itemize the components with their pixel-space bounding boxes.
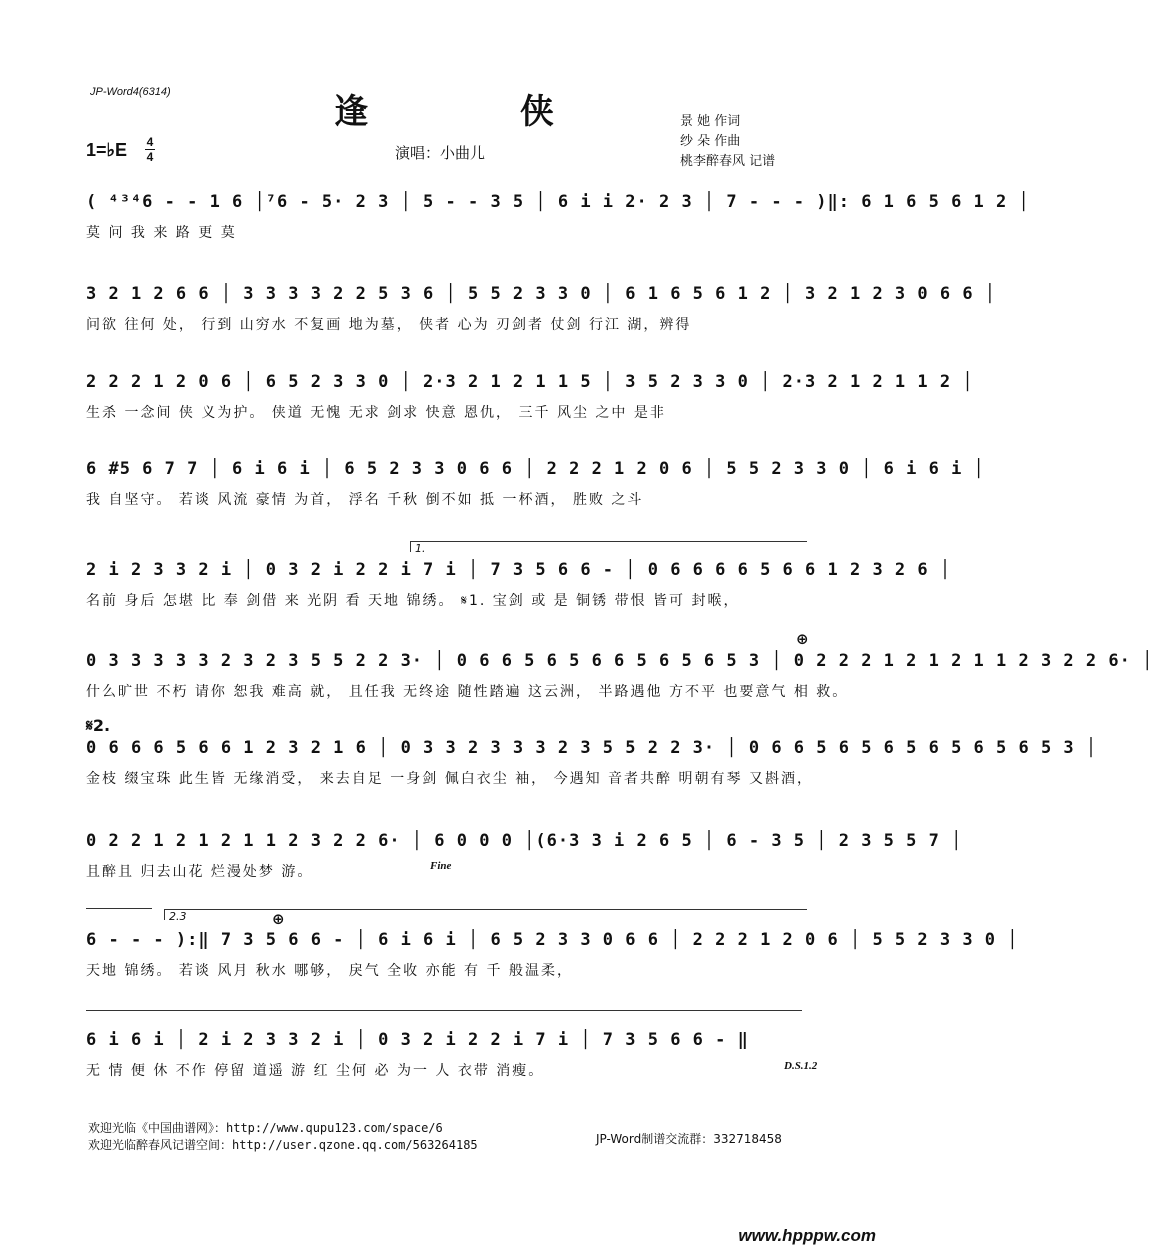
- footer-link-qzone[interactable]: 欢迎光临醉春风记谱空间：http://user.qzone.qq.com/563264185: [88, 1138, 478, 1152]
- meter-bottom: 4: [146, 150, 154, 164]
- lyricist-credit: 景 她 作词: [680, 114, 741, 129]
- lyric-line: 什么旷世 不朽 请你 恕我 难高 就， 且任我 无终途 随性踏遍 这云洲， 半路遇他 方不平 也要意气 相 救。: [86, 684, 849, 700]
- staff-rule: [86, 908, 152, 909]
- lyric-line: 生杀 一念间 侠 义为护。 侠道 无愧 无求 剑求 快意 恩仇， 三千 风尘 之中 是非: [86, 405, 666, 421]
- volta-1-bracket: 1.: [410, 541, 807, 552]
- lyric-line: 金枝 缀宝珠 此生皆 无缘消受， 来去自足 一身剑 佩白衣尘 袖， 今遇知 音者共醉 明朝有琴 又斟酒，: [86, 771, 813, 787]
- ds-marking: D.S.1.2: [784, 1060, 818, 1072]
- notation-line: 6 #5 6 7 7 │ 6 i 6 i │ 6 5 2 3 3 0 6 6 │ 2 2 2 1 2 0 6 │ 5 5 2 3 3 0 │ 6 i 6 i │: [86, 459, 985, 479]
- lyric-line: 无 情 便 休 不作 停留 道遥 游 红 尘何 必 为一 人 衣带 消瘦。: [86, 1063, 545, 1079]
- lyric-line: 问欲 往何 处， 行到 山穷水 不复画 地为墓， 侠者 心为 刃剑者 仗剑 行江 湖，辨得: [86, 317, 692, 333]
- lyric-line: 天地 锦绣。 若谈 风月 秋水 哪够， 戾气 全收 亦能 有 千 般温柔，: [86, 963, 573, 979]
- transcriber-credit: 桃李醉春风 记谱: [680, 154, 776, 169]
- time-signature: [145, 136, 155, 163]
- notation-line: 6 - - - ):‖ 7 3 5 6 6 - │ 6 i 6 i │ 6 5 2 3 3 0 6 6 │ 2 2 2 1 2 0 6 │ 5 5 2 3 3 0 │: [86, 930, 1019, 950]
- notation-line: 2 2 2 1 2 0 6 │ 6 5 2 3 3 0 │ 2·3 2 1 2 1 1 5 │ 3 5 2 3 3 0 │ 2·3 2 1 2 1 1 2 │: [86, 372, 974, 392]
- meter-top: 4: [146, 135, 154, 149]
- coda-icon: ⊕: [796, 630, 809, 648]
- lyric-line: 名前 身后 怎堪 比 奉 剑借 来 光阴 看 天地 锦绣。 𝄋1. 宝剑 或 是 铜锈 带恨 皆可 封喉，: [86, 593, 740, 609]
- notation-line: 2 i 2 3 3 2 i │ 0 3 2 i 2 2 i 7 i │ 7 3 5 6 6 - │ 0 6 6 6 6 5 6 6 1 2 3 2 6 │: [86, 560, 952, 580]
- notation-line: 6 i 6 i │ 2 i 2 3 3 2 i │ 0 3 2 i 2 2 i 7 i │ 7 3 5 6 6 - ‖: [86, 1030, 749, 1050]
- notation-line: 0 6 6 6 5 6 6 1 2 3 2 1 6 │ 0 3 3 2 3 3 3 2 3 5 5 2 2 3· │ 0 6 6 5 6 5 6 5 6 5 6 5 6 5 3 │: [86, 738, 1098, 758]
- footer-links: [88, 1120, 478, 1154]
- software-tag: JP-Word4(6314): [90, 86, 171, 98]
- segno-icon: 𝄋2.: [86, 716, 111, 735]
- key-signature: 1=♭E: [86, 140, 128, 160]
- song-title: 逢 侠: [334, 92, 624, 132]
- lyric-line: 且醉且 归去山花 烂漫处梦 游。: [86, 864, 314, 880]
- notation-line: ( ⁴³⁴6 - - 1 6 │⁷6 - 5· 2 3 │ 5 - - 3 5 │ 6 i i 2· 2 3 │ 7 - - - )‖: 6 1 6 5 6 1 2 │: [86, 192, 1030, 212]
- qq-group-info: JP-Word制谱交流群：332718458: [596, 1132, 782, 1146]
- singer-credit: 演唱：小曲儿: [395, 144, 486, 162]
- lyric-line: 莫 问 我 来 路 更 莫: [86, 225, 237, 241]
- fine-marking: Fine: [430, 860, 452, 872]
- site-watermark: www.hpppw.com: [738, 1226, 876, 1245]
- footer-link-qupu[interactable]: 欢迎光临《中国曲谱网》：http://www.qupu123.com/space/6: [88, 1121, 443, 1135]
- notation-line: 0 3 3 3 3 3 2 3 2 3 5 5 2 2 3· │ 0 6 6 5 6 5 6 6 5 6 5 6 5 3 │ 0 2 2 2 1 2 1 2 1 1 2 3 2 2 6· │: [86, 651, 1153, 671]
- notation-line: 0 2 2 1 2 1 2 1 1 2 3 2 2 6· │ 6 0 0 0 │(6·3 3 i 2 6 5 │ 6 - 3 5 │ 2 3 5 5 7 │: [86, 831, 963, 851]
- lyric-line: 我 自坚守。 若谈 风流 豪情 为首， 浮名 千秋 倒不如 抵 一杯酒， 胜败 之斗: [86, 492, 644, 508]
- volta-23-bracket: 2.3: [164, 909, 807, 920]
- notation-line: 3 2 1 2 6 6 │ 3 3 3 3 2 2 5 3 6 │ 5 5 2 3 3 0 │ 6 1 6 5 6 1 2 │ 3 2 1 2 3 0 6 6 │: [86, 284, 997, 304]
- staff-rule: [86, 1010, 802, 1011]
- credits-block: [680, 112, 775, 172]
- composer-credit: 纱 朵 作曲: [680, 134, 741, 149]
- coda-icon: ⊕: [272, 910, 285, 928]
